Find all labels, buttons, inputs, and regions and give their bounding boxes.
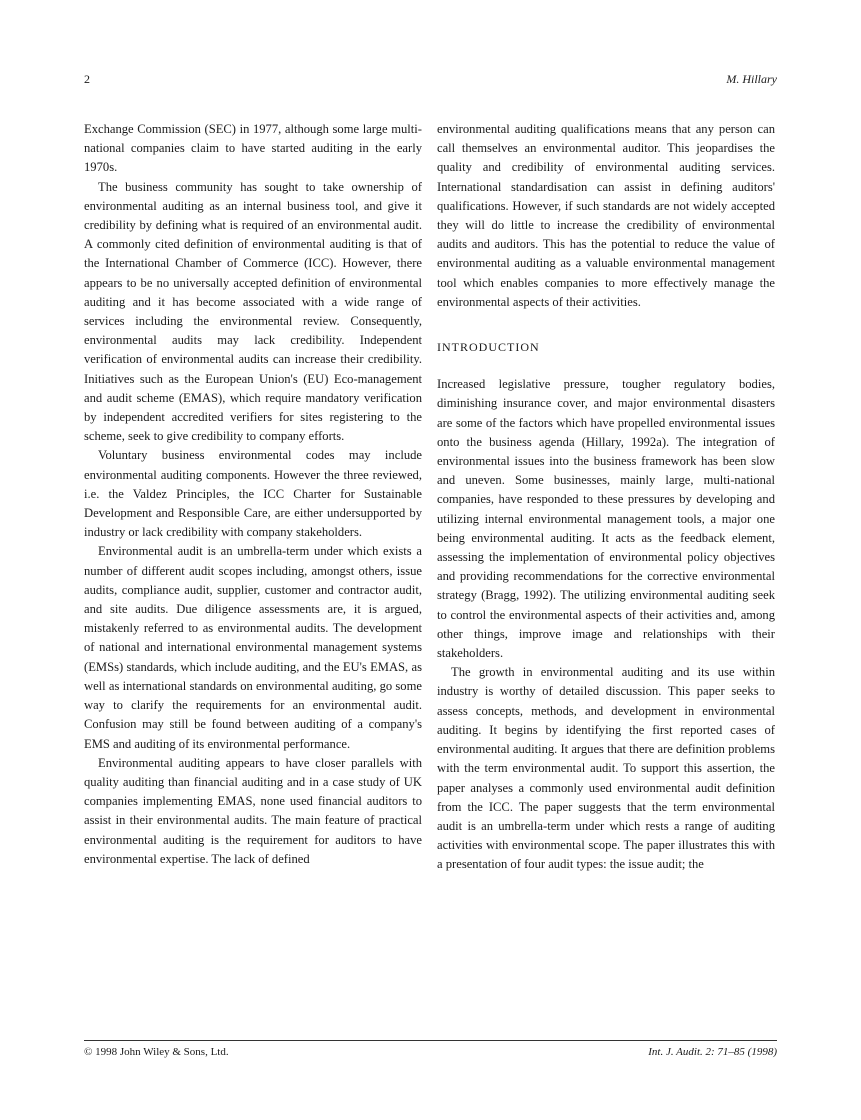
journal-citation: Int. J. Audit. 2: 71–85 (1998) — [648, 1046, 777, 1058]
paragraph: environmental auditing qualifications means that any person can call themselves an environmental auditor. This jeopardises the quality and credibility of environmental auditing services. International standardisation can assist in defining auditors' qualifications. However, if such standards are not widely accepted they will do little to increase the credibility of environmental audits and auditors. This has the potential to reduce the value of environmental auditing as a valuable environmental management tool which enables companies to more effectively manage the environmental aspects of their activities. — [437, 122, 775, 309]
section-heading: INTRODUCTION — [437, 340, 540, 355]
right-column — [437, 120, 775, 875]
paragraph: The business community has sought to take ownership of environmental auditing as an internal business tool, and give it credibility by defining what is required of an environmental audit. A commonly cited definition of environmental auditing is that of the International Chamber of Commerce (ICC). However, there appears to be no universally accepted definition of environmental auditing and it has become associated with a wide range of services including the environmental review. Consequently, environmental audits may lack credibility. Independent verification of environmental audits can increase their credibility. Initiatives such as the European Union's (EU) Eco-management and audit scheme (EMAS), which require mandatory verification by independent accredited verifiers for sites registering to the scheme, seek to give credibility to company efforts. — [84, 179, 422, 444]
running-author: M. Hillary — [726, 72, 777, 86]
paragraph: Environmental auditing appears to have closer parallels with quality auditing than financial auditing and in a case study of UK companies implementing EMAS, none used financial auditors to assist in their environmental audits. The main feature of practical environmental auditing is the requirement for auditors to have environmental expertise. The lack of defined — [84, 755, 422, 866]
footer-divider — [84, 1040, 777, 1041]
paragraph: Environmental audit is an umbrella-term under which exists a number of different audit scopes including, amongst others, issue audits, compliance audit, supplier, customer and contractor audit, and site audits. Due diligence assessments are, it is argued, mistakenly referred to as environmental audits. The development of national and international environmental management systems (EMSs) standards, which include auditing, and the EU's EMAS, as well as international standards on environmental auditing, go some way to clarify the requirements for an environmental audit. Confusion may still be found between auditing of a company's EMS and auditing of its environmental performance. — [84, 544, 422, 751]
copyright-notice: © 1998 John Wiley & Sons, Ltd. — [84, 1046, 229, 1058]
page-number: 2 — [84, 72, 90, 86]
paragraph: Exchange Commission (SEC) in 1977, although some large multi-national companies claim to have started auditing in the early 1970s. — [84, 122, 422, 175]
paragraph: Increased legislative pressure, tougher regulatory bodies, diminishing insurance cover, and major environmental disasters are some of the factors which have propelled environmental issues onto the business agenda (Hillary, 1992a). The integration of environmental issues into the business framework has been slow and uneven. Some businesses, mainly large, multi-national companies, have responded to these pressures by developing and utilizing internal environmental management tools, a major one being environmental auditing. It acts as the feedback element, assessing the implementation of environmental policy objectives and providing recommendations for the corrective environmental strategy (Bragg, 1992). The utilizing environmental auditing seek to control the environmental aspects of their activities and, among other things, improve image and relationships with their stakeholders. — [437, 377, 775, 661]
running-header — [84, 72, 777, 92]
paragraph: The growth in environmental auditing and its use within industry is worthy of detailed discussion. This paper seeks to assess concepts, methods, and development in environmental auditing. It begins by identifying the first reported cases of environmental auditing. It argues that there are definition problems with the term environmental audit. To support this assertion, the paper analyses a commonly used environmental audit definition from the ICC. The paper suggests that the term environmental audit is an umbrella-term under which rests a range of auditing activities with environmental scope. The paper illustrates this with a presentation of four audit types: the issue audit; the — [437, 665, 775, 872]
paragraph: Voluntary business environmental codes may include environmental auditing components. However the three reviewed, i.e. the Valdez Principles, the ICC Charter for Sustainable Development and Responsible Care, are either undersupported by industry or lack credibility with company stakeholders. — [84, 448, 422, 540]
left-column — [84, 120, 422, 869]
